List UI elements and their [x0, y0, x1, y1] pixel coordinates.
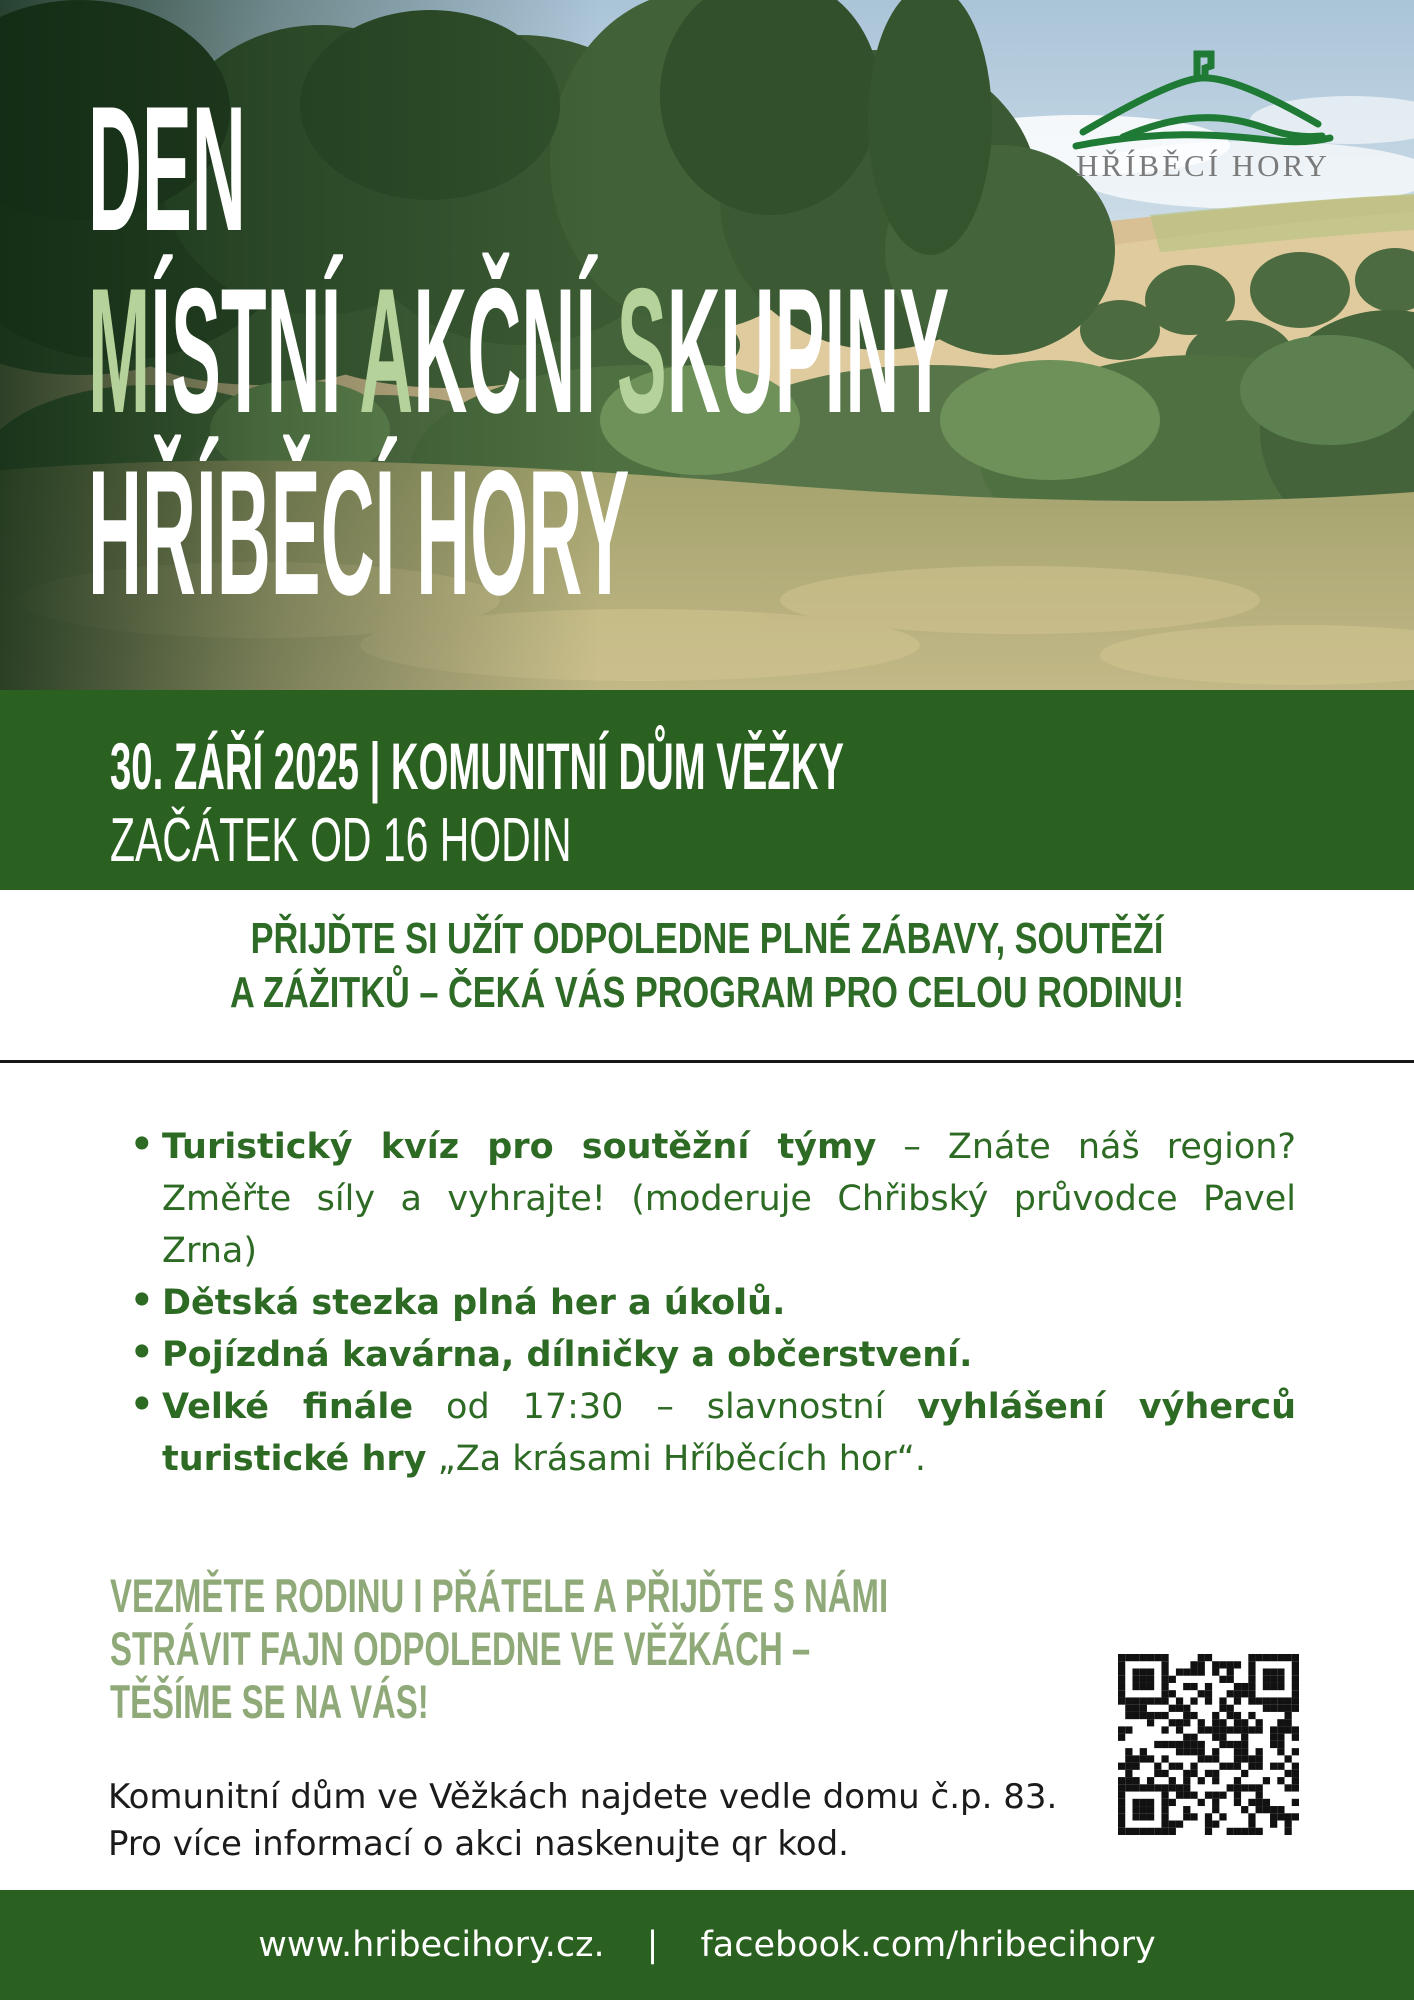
intro-line-2: A ZÁŽITKŮ – ČEKÁ VÁS PROGRAM PRO CELOU RODINU! [230, 968, 1184, 1017]
footer-website: www.hribecihory.cz. [258, 1925, 605, 1965]
hero-section [0, 0, 1414, 690]
logo-hills-icon [1068, 40, 1338, 152]
cta-line-3: TĚŠÍME SE NA VÁS! [110, 1675, 429, 1728]
footer-separator: | [646, 1925, 659, 1965]
title-line-2: MÍSTNÍ AKČNÍ SKUPINY [88, 251, 950, 450]
date-banner [0, 690, 1414, 890]
info-line-1: Komunitní dům ve Věžkách najdete vedle domu č.p. 83. [108, 1777, 1058, 1817]
title-line-3: HŘÍBĚCÍ HORY [88, 433, 630, 632]
footer-facebook: facebook.com/hribecihory [700, 1925, 1156, 1965]
divider-line [0, 1060, 1414, 1063]
program-item: • Pojízdná kavárna, dílničky a občerstvení. [128, 1329, 1296, 1381]
intro-heading [0, 912, 1414, 1020]
title-line-1: DEN [88, 69, 246, 268]
program-item: • Dětská stezka plná her a úkolů. [128, 1277, 1296, 1329]
program-item: • Turistický kvíz pro soutěžní týmy – Znáte náš region? Změřte síly a vyhrajte! (moderuje Chřibský průvodce Pavel Zrna) [128, 1121, 1296, 1277]
intro-line-1: PŘIJĎTE SI UŽÍT ODPOLEDNE PLNÉ ZÁBAVY, SOUTĚŽÍ [250, 914, 1164, 963]
program-item: • Velké finále od 17:30 – slavnostní vyhlášení výherců turistické hry „Za krásami Hříběcích hor“. [128, 1381, 1296, 1485]
logo-text: HŘÍBĚCÍ HORY [1076, 148, 1330, 183]
footer-bar [0, 1890, 1414, 2000]
logo [1028, 40, 1378, 184]
info-line-2: Pro více informací o akci naskenujte qr kod. [108, 1824, 849, 1864]
event-start-time: ZAČÁTEK OD 16 HODIN [110, 806, 572, 875]
cta-line-2: STRÁVIT FAJN ODPOLEDNE VE VĚŽKÁCH – [110, 1622, 811, 1675]
event-date-location: 30. ZÁŘÍ 2025 | KOMUNITNÍ DŮM VĚŽKY [110, 729, 844, 803]
qr-code [1118, 1654, 1299, 1835]
cta-line-1: VEZMĚTE RODINU I PŘÁTELE A PŘIJĎTE S NÁMI [110, 1569, 889, 1622]
program-list [128, 1121, 1296, 1485]
